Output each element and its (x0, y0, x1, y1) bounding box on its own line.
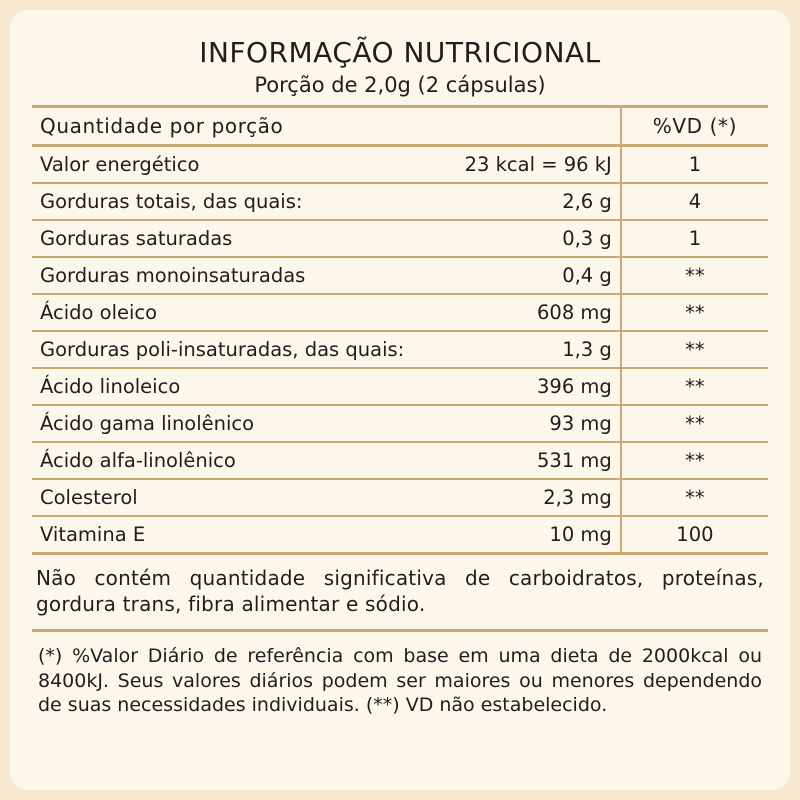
nutrient-dv: ** (621, 405, 768, 442)
column-header-dv: %VD (*) (621, 107, 768, 146)
column-header-quantity: Quantidade por porção (32, 107, 621, 146)
nutrient-dv: ** (621, 442, 768, 479)
nutrient-amount: 396 mg (433, 368, 621, 405)
nutrient-amount: 608 mg (433, 294, 621, 331)
not-significant-note: Não contém quantidade significativa de carboidratos, proteínas, gordura trans, fibra alimentar e sódio. (36, 566, 764, 616)
nutrient-amount: 0,3 g (433, 220, 621, 257)
table-row (32, 146, 768, 184)
nutrient-dv: ** (621, 368, 768, 405)
table-row (32, 183, 768, 220)
nutrient-amount: 93 mg (433, 405, 621, 442)
nutrient-amount: 2,3 mg (433, 479, 621, 516)
table-row (32, 331, 768, 368)
nutrient-amount: 23 kcal = 96 kJ (433, 146, 621, 184)
page-title: INFORMAÇÃO NUTRICIONAL (199, 36, 601, 69)
nutrient-name: Ácido oleico (32, 294, 433, 331)
table-row (32, 442, 768, 479)
table-row (32, 368, 768, 405)
serving-size-text: Porção de 2,0g (2 cápsulas) (254, 73, 546, 97)
nutrition-table (32, 105, 768, 555)
nutrient-dv: ** (621, 294, 768, 331)
table-row (32, 405, 768, 442)
nutrient-amount: 531 mg (433, 442, 621, 479)
nutrition-label-body (10, 10, 790, 728)
nutrient-name: Gorduras poli-insaturadas, das quais: (32, 331, 433, 368)
daily-value-footnote: (*) %Valor Diário de referência com base em uma dieta de 2000kcal ou 8400kJ. Seus valores diários podem ser maiores ou menores dependendo de suas necessidades individuais. (**) VD não estabelecido. (38, 645, 762, 717)
nutrient-name: Gorduras totais, das quais: (32, 183, 433, 220)
nutrient-name: Ácido linoleico (32, 368, 433, 405)
table-row (32, 257, 768, 294)
nutrient-amount: 0,4 g (433, 257, 621, 294)
nutrient-dv: 1 (621, 146, 768, 184)
table-row (32, 294, 768, 331)
nutrient-amount: 2,6 g (433, 183, 621, 220)
nutrient-name: Colesterol (32, 479, 433, 516)
nutrient-name: Ácido alfa-linolênico (32, 442, 433, 479)
table-header-row (32, 107, 768, 146)
nutrient-name: Gorduras monoinsaturadas (32, 257, 433, 294)
nutrient-name: Vitamina E (32, 516, 433, 554)
nutrient-dv: 100 (621, 516, 768, 554)
nutrient-name: Ácido gama linolênico (32, 405, 433, 442)
table-row (32, 479, 768, 516)
nutrient-dv: 1 (621, 220, 768, 257)
nutrient-dv: ** (621, 257, 768, 294)
nutrient-dv: 4 (621, 183, 768, 220)
nutrient-dv: ** (621, 479, 768, 516)
table-row (32, 516, 768, 554)
nutrient-amount: 10 mg (433, 516, 621, 554)
nutrient-dv: ** (621, 331, 768, 368)
not-significant-note-wrap (32, 555, 768, 632)
nutrient-name: Valor energético (32, 146, 433, 184)
nutrient-amount: 1,3 g (433, 331, 621, 368)
nutrition-label-panel (10, 10, 790, 790)
table-row (32, 220, 768, 257)
nutrient-name: Gorduras saturadas (32, 220, 433, 257)
